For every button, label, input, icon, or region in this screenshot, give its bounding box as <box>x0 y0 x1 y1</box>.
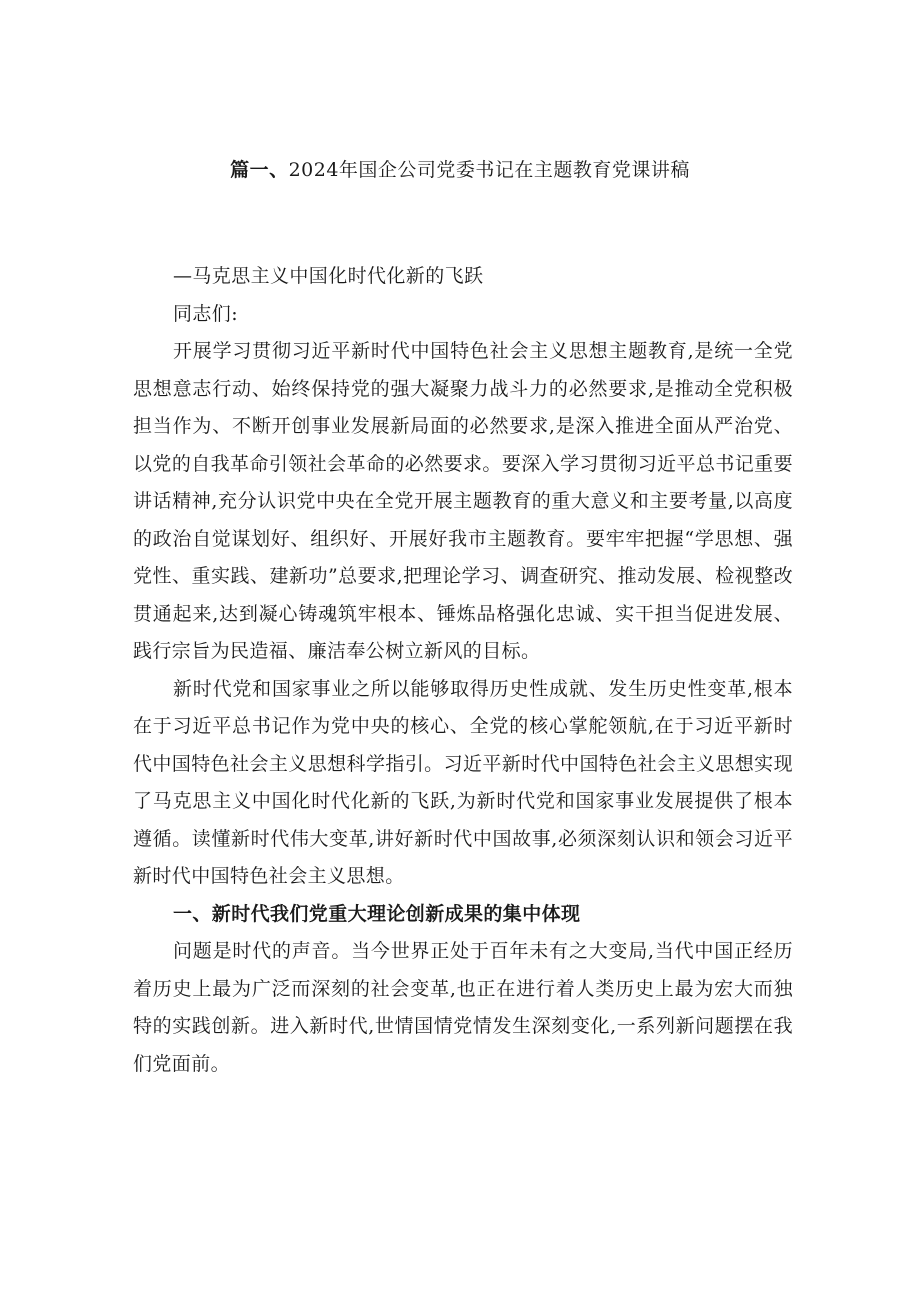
subtitle: —马克思主义中国化时代化新的飞跃 <box>173 265 484 287</box>
paragraph: 开展学习贯彻习近平新时代中国特色社会主义思想主题教育,是统一全党思想意志行动、始终保持党的强大凝聚力战斗力的必然要求,是推动全党积极担当作为、不断开创事业发展新局面的必然要求,是深入推进全面从严治党、以党的自我革命引领社会革命的必然要求。要深入学习贯彻习近平总书记重要讲话精神,充分认识党中央在全党开展主题教育的重大意义和主要考量,以高度的政治自觉谋划好、组织好、开展好我市主题教育。要牢牢把握“学思想、强党性、重实践、建新功”总要求,把理论学习、调查研究、推动发展、检视整改贯通起来,达到凝心铸魂筑牢根本、锤炼品格强化忠诚、实干担当促进发展、践行宗旨为民造福、廉洁奉公树立新风的目标。 <box>133 340 793 662</box>
document-title <box>0 155 920 182</box>
paragraph: 新时代党和国家事业之所以能够取得历史性成就、发生历史性变革,根本在于习近平总书记作为党中央的核心、全党的核心掌舵领航,在于习近平新时代中国特色社会主义思想科学指引。习近平新时代中国特色社会主义思想实现了马克思主义中国化时代化新的飞跃,为新时代党和国家事业发展提供了根本遵循。读懂新时代伟大变革,讲好新时代中国故事,必须深刻认识和领会习近平新时代中国特色社会主义思想。 <box>133 677 793 887</box>
paragraph: 问题是时代的声音。当今世界正处于百年未有之大变局,当代中国正经历着历史上最为广泛而深刻的社会变革,也正在进行着人类历史上最为宏大而独特的实践创新。进入新时代,世情国情党情发生深刻变化,一系列新问题摆在我们党面前。 <box>133 940 793 1075</box>
title-prefix: 篇一、 <box>230 159 289 181</box>
salutation: 同志们: <box>173 302 239 325</box>
title-main: 2024年国企公司党委书记在主题教育党课讲稿 <box>288 159 690 181</box>
section-heading: 一、新时代我们党重大理论创新成果的集中体现 <box>173 902 581 925</box>
document-body <box>133 258 793 1083</box>
